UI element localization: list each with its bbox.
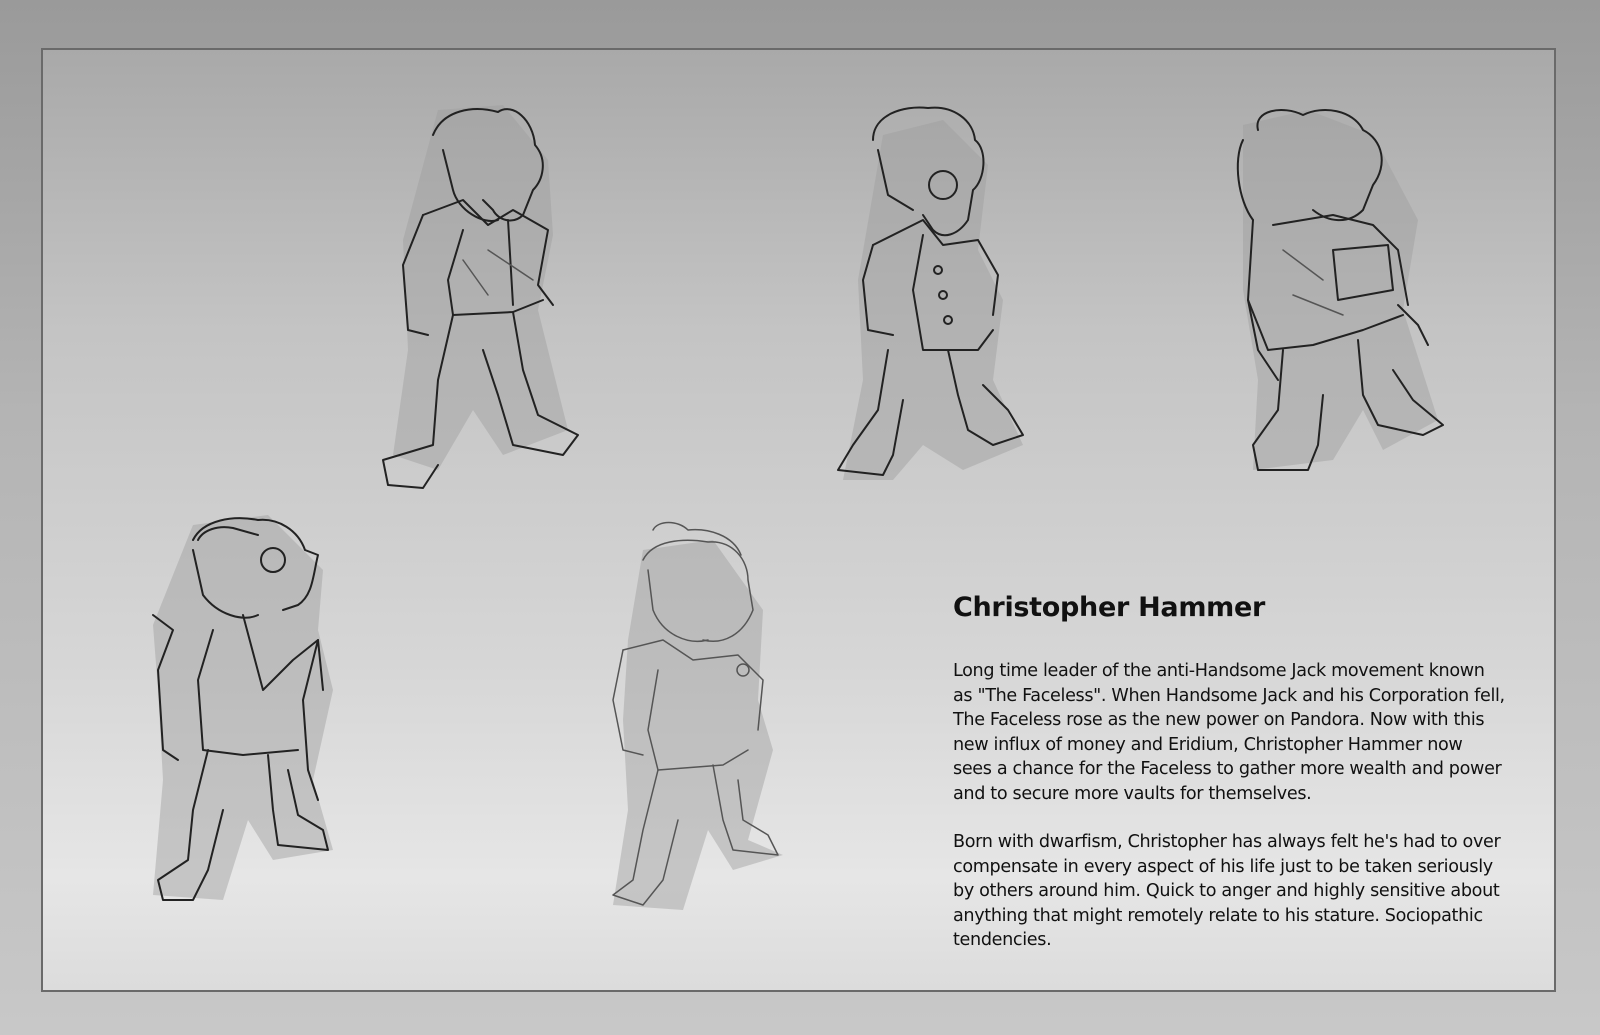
- character-name: Christopher Hammer: [953, 592, 1266, 623]
- sketch-armored: [1238, 110, 1443, 470]
- sketch-eyepatch: [153, 515, 333, 900]
- concept-sheet: [41, 48, 1556, 992]
- sketch-casual: [613, 523, 783, 911]
- sketch-monocle: [838, 107, 1023, 480]
- bio-paragraph-2: Born with dwarfism, Christopher has always felt he's had to over compensate in every aspect of his life just to be taken seriously by others around him. Quick to anger and highly sensitive about anything that might remotely relate to his stature. Sociopathic tendencies.: [953, 832, 1501, 950]
- character-description: [953, 592, 1513, 977]
- sketch-coat: [383, 105, 578, 488]
- bio-paragraph-1: Long time leader of the anti-Handsome Jack movement known as "The Faceless". When Handsome Jack and his Corporation fell, The Faceless rose as the new power on Pandora. Now with this new influx of money and Eridium, Christopher Hammer now sees a chance for the Faceless to gather more wealth and power and to secure more vaults for themselves.: [953, 661, 1505, 804]
